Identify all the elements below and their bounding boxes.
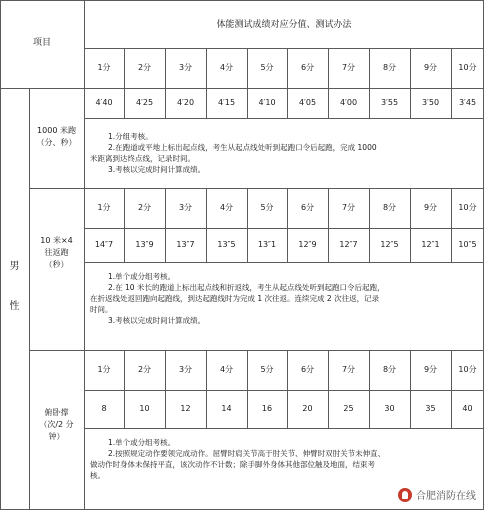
col-rule-score — [328, 48, 329, 88]
score-label: 9分 — [423, 203, 438, 212]
score-value: 20 — [302, 404, 313, 413]
score-label: 7分 — [341, 365, 356, 374]
test-method-line: 做动作时身体未保持平直，该次动作不计数；除手脚外身体其他部位触及地面，结束考 — [90, 460, 375, 469]
score-value: 13″1 — [257, 240, 277, 249]
col-rule-score — [410, 48, 411, 88]
score-value: 40 — [462, 404, 473, 413]
test-method-line: 米距离到达终点线，记录时间。 — [90, 154, 195, 163]
score-label: 10分 — [458, 203, 477, 212]
score-value: 12″1 — [421, 240, 440, 249]
col-rule-score — [369, 350, 370, 428]
score-label: 10分 — [458, 63, 477, 72]
watermark-text: 合肥消防在线 — [416, 491, 476, 502]
test-method-line: 在折返线处返回跑向起跑线，到达起跑线时为完成 1 次往返。连续完成 2 次往返，记录 — [90, 294, 380, 303]
score-label: 8分 — [382, 365, 397, 374]
row-rule — [84, 428, 484, 429]
score-value: 4′05 — [298, 98, 317, 107]
col-rule-item — [84, 0, 85, 510]
test-method-line: 1.单个或分组考核。 — [108, 438, 176, 447]
row-rule-title — [84, 48, 484, 49]
row-rule-header — [0, 88, 84, 89]
score-value: 25 — [343, 404, 354, 413]
col-rule-score — [247, 350, 248, 428]
test-method-line: 2.在跑道或平地上标出起点线，考生从起点线处听到起跑口令后起跑，完成 1000 — [108, 143, 377, 152]
test-item-name: （分、秒） — [36, 138, 77, 147]
col-rule-score — [410, 350, 411, 428]
col-rule-score — [369, 188, 370, 262]
test-item-name: 往返跑 — [44, 248, 69, 257]
col-rule-score — [410, 88, 411, 118]
score-label: 5分 — [260, 63, 274, 72]
score-value: 13″5 — [217, 240, 236, 249]
col-rule-gender — [29, 88, 30, 510]
score-label: 2分 — [137, 365, 152, 374]
col-rule-score — [410, 188, 411, 262]
score-value: 3′50 — [421, 98, 440, 107]
col-rule-score — [287, 88, 288, 118]
score-value: 35 — [425, 404, 436, 413]
test-method-line: 3.考核以完成时间计算成绩。 — [108, 316, 206, 325]
col-rule-score — [287, 48, 288, 88]
test-method-line: 核。 — [90, 471, 105, 480]
col-rule-score — [206, 350, 207, 428]
test-method-line: 3.考核以完成时间计算成绩。 — [108, 165, 206, 174]
score-value: 13″7 — [176, 240, 195, 249]
col-rule-score — [247, 188, 248, 262]
col-rule-score — [206, 48, 207, 88]
score-value: 10″5 — [458, 240, 477, 249]
score-label: 1分 — [97, 365, 111, 374]
col-rule-score — [165, 48, 166, 88]
col-rule-score — [124, 88, 125, 118]
watermark — [398, 487, 476, 502]
score-label: 2分 — [137, 203, 152, 212]
score-value: 16 — [261, 404, 273, 413]
score-label: 6分 — [300, 63, 315, 72]
score-label: 8分 — [382, 63, 397, 72]
col-rule-score — [247, 88, 248, 118]
score-value: 4′00 — [339, 98, 358, 107]
gender-label-char: 性 — [9, 301, 20, 312]
col-rule-score — [287, 188, 288, 262]
score-label: 10分 — [458, 365, 477, 374]
col-rule-score — [287, 350, 288, 428]
col-rule-score — [451, 88, 452, 118]
score-value: 3′55 — [380, 98, 399, 107]
score-value: 13″9 — [135, 240, 154, 249]
score-label: 3分 — [178, 63, 193, 72]
score-label: 9分 — [423, 365, 438, 374]
score-label: 1分 — [97, 203, 111, 212]
score-label: 6分 — [300, 203, 315, 212]
score-value: 14 — [221, 404, 232, 413]
col-rule-score — [206, 88, 207, 118]
score-value: 4′40 — [95, 98, 113, 107]
col-rule-score — [328, 88, 329, 118]
table-title: 体能测试成绩对应分值、测试办法 — [216, 20, 352, 30]
item-header: 项目 — [32, 38, 51, 48]
score-value: 4′20 — [176, 98, 195, 107]
score-value: 12 — [180, 404, 191, 413]
score-value: 10 — [139, 404, 150, 413]
score-value: 30 — [384, 404, 395, 413]
score-label: 7分 — [341, 63, 356, 72]
score-value: 14″7 — [94, 240, 114, 249]
col-rule-score — [165, 88, 166, 118]
score-label: 3分 — [178, 203, 193, 212]
col-rule-score — [124, 48, 125, 88]
score-label: 1分 — [97, 63, 111, 72]
table-border-top — [0, 0, 484, 1]
test-item-name: 钟） — [48, 432, 65, 441]
score-label: 5分 — [260, 365, 274, 374]
col-rule-score — [369, 88, 370, 118]
score-value: 12″5 — [380, 240, 399, 249]
section-rule — [29, 350, 484, 351]
row-rule — [84, 262, 484, 263]
test-method-line: 2.在 10 米长的跑道上标出起点线和折返线，考生从起点线处听到起跑口令后起跑， — [108, 283, 385, 292]
test-method-line: 1.分组考核。 — [108, 132, 153, 141]
test-item-name: 俯卧撑 — [44, 408, 69, 417]
score-value: 12″7 — [339, 240, 358, 249]
test-item-name: 10 米×4 — [40, 236, 73, 245]
score-label: 2分 — [137, 63, 152, 72]
score-value: 8 — [101, 404, 107, 413]
col-rule-score — [328, 350, 329, 428]
col-rule-score — [247, 48, 248, 88]
score-label: 8分 — [382, 203, 397, 212]
col-rule-score — [124, 350, 125, 428]
col-rule-score — [328, 188, 329, 262]
test-item-name: （秒） — [44, 260, 69, 269]
score-value: 3′45 — [458, 98, 477, 107]
fire-badge-icon — [398, 488, 412, 502]
score-label: 9分 — [423, 63, 438, 72]
col-rule-score — [451, 350, 452, 428]
test-method-line: 2.按照规定动作要领完成动作。屈臂时肩关节高于肘关节、伸臂时双肘关节未伸直、 — [108, 449, 386, 458]
score-value: 4′10 — [258, 98, 276, 107]
row-rule — [84, 228, 484, 229]
score-value: 12″9 — [298, 240, 317, 249]
test-item-name: 1000 米跑 — [37, 126, 76, 135]
score-label: 4分 — [219, 203, 234, 212]
test-method-line: 时间。 — [90, 305, 113, 314]
score-label: 7分 — [341, 203, 356, 212]
row-rule — [84, 390, 484, 391]
test-method-line: 1.单个或分组考核。 — [108, 272, 176, 281]
row-rule-scores — [84, 88, 484, 89]
test-item-name: （次/2 分 — [39, 420, 74, 429]
score-label: 5分 — [260, 203, 274, 212]
gender-label-char: 男 — [9, 261, 20, 272]
score-value: 4′25 — [135, 98, 154, 107]
col-rule-score — [451, 48, 452, 88]
col-rule-score — [165, 350, 166, 428]
row-rule — [84, 118, 484, 119]
col-rule-score — [451, 188, 452, 262]
score-label: 4分 — [219, 63, 234, 72]
score-value: 4′15 — [217, 98, 236, 107]
table-border-left — [0, 0, 1, 510]
score-label: 4分 — [219, 365, 234, 374]
score-label: 3分 — [178, 365, 193, 374]
col-rule-score — [124, 188, 125, 262]
col-rule-score — [369, 48, 370, 88]
score-label: 6分 — [300, 365, 315, 374]
col-rule-score — [206, 188, 207, 262]
section-rule — [29, 188, 484, 189]
col-rule-score — [165, 188, 166, 262]
